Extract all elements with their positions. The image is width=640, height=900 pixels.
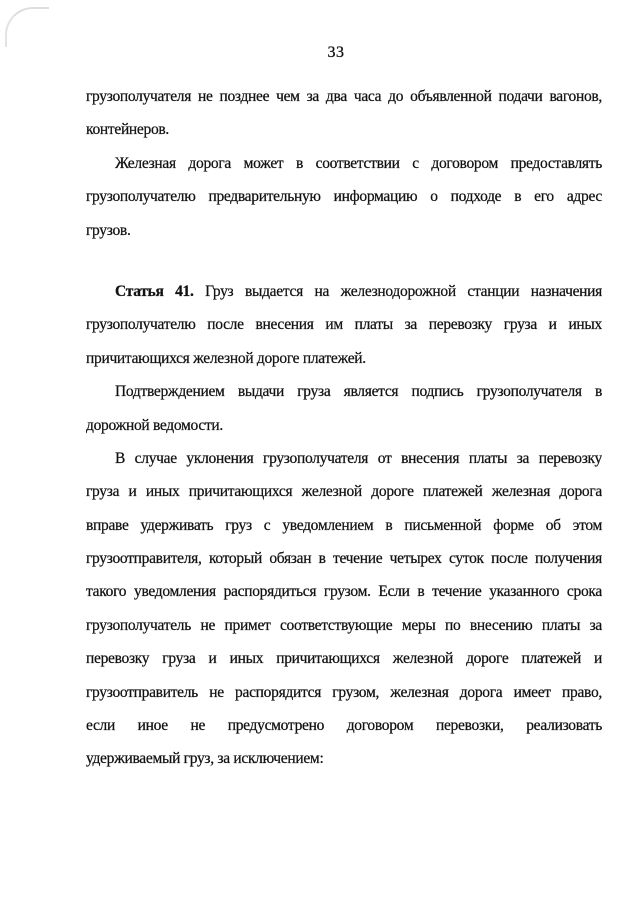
paragraph — [86, 147, 602, 247]
text-line: причитающихся железной дороге платежей. — [86, 349, 366, 367]
paragraph — [86, 80, 602, 147]
text-line: Подтверждением выдачи груза является подпись грузополучателя в — [115, 383, 602, 401]
text-line: удерживаемый груз, за исключением: — [86, 750, 324, 768]
text-line: грузов. — [86, 221, 131, 239]
page-number: 33 — [327, 44, 345, 61]
text-line: грузополучателю предварительную информацию о подходе в его адрес — [86, 188, 602, 206]
text-line: контейнеров. — [86, 121, 170, 139]
text-line: Железная дорога может в соответствии с договором предоставлять — [115, 154, 602, 172]
article-number-label: Статья 41. — [115, 282, 194, 300]
article-text: Груз выдается на железнодорожной станции назначения — [205, 282, 602, 300]
text-line: грузополучателю после внесения им платы за перевозку груза и иных — [86, 316, 602, 334]
paragraph — [86, 375, 602, 442]
text-line: если иное не предусмотрено договором перевозки, реализовать — [86, 717, 602, 735]
text-line: такого уведомления распорядиться грузом. Если в течение указанного срока — [86, 583, 602, 601]
text-line: груза и иных причитающихся железной дороге платежей железная дорога — [86, 483, 602, 501]
paragraph — [86, 442, 602, 776]
text-line: грузополучателя не позднее чем за два часа до объявленной подачи вагонов, — [86, 88, 602, 105]
text-line: грузоотправитель не распорядится грузом, железная дорога имеет право, — [86, 683, 602, 701]
text-line: В случае уклонения грузополучателя от внесения платы за перевозку — [115, 449, 602, 467]
paragraph-article-41 — [86, 275, 602, 375]
text-line: грузоотправителя, который обязан в течение четырех суток после получения — [86, 550, 602, 568]
text-line: грузополучатель не примет соответствующие меры по внесению платы за — [86, 616, 602, 634]
text-line: перевозку груза и иных причитающихся железной дороге платежей и — [86, 650, 602, 668]
document-body — [86, 80, 602, 776]
text-line: дорожной ведомости. — [86, 416, 223, 434]
text-line — [86, 275, 602, 308]
text-line: вправе удерживать груз с уведомлением в письменной форме об этом — [86, 516, 602, 534]
